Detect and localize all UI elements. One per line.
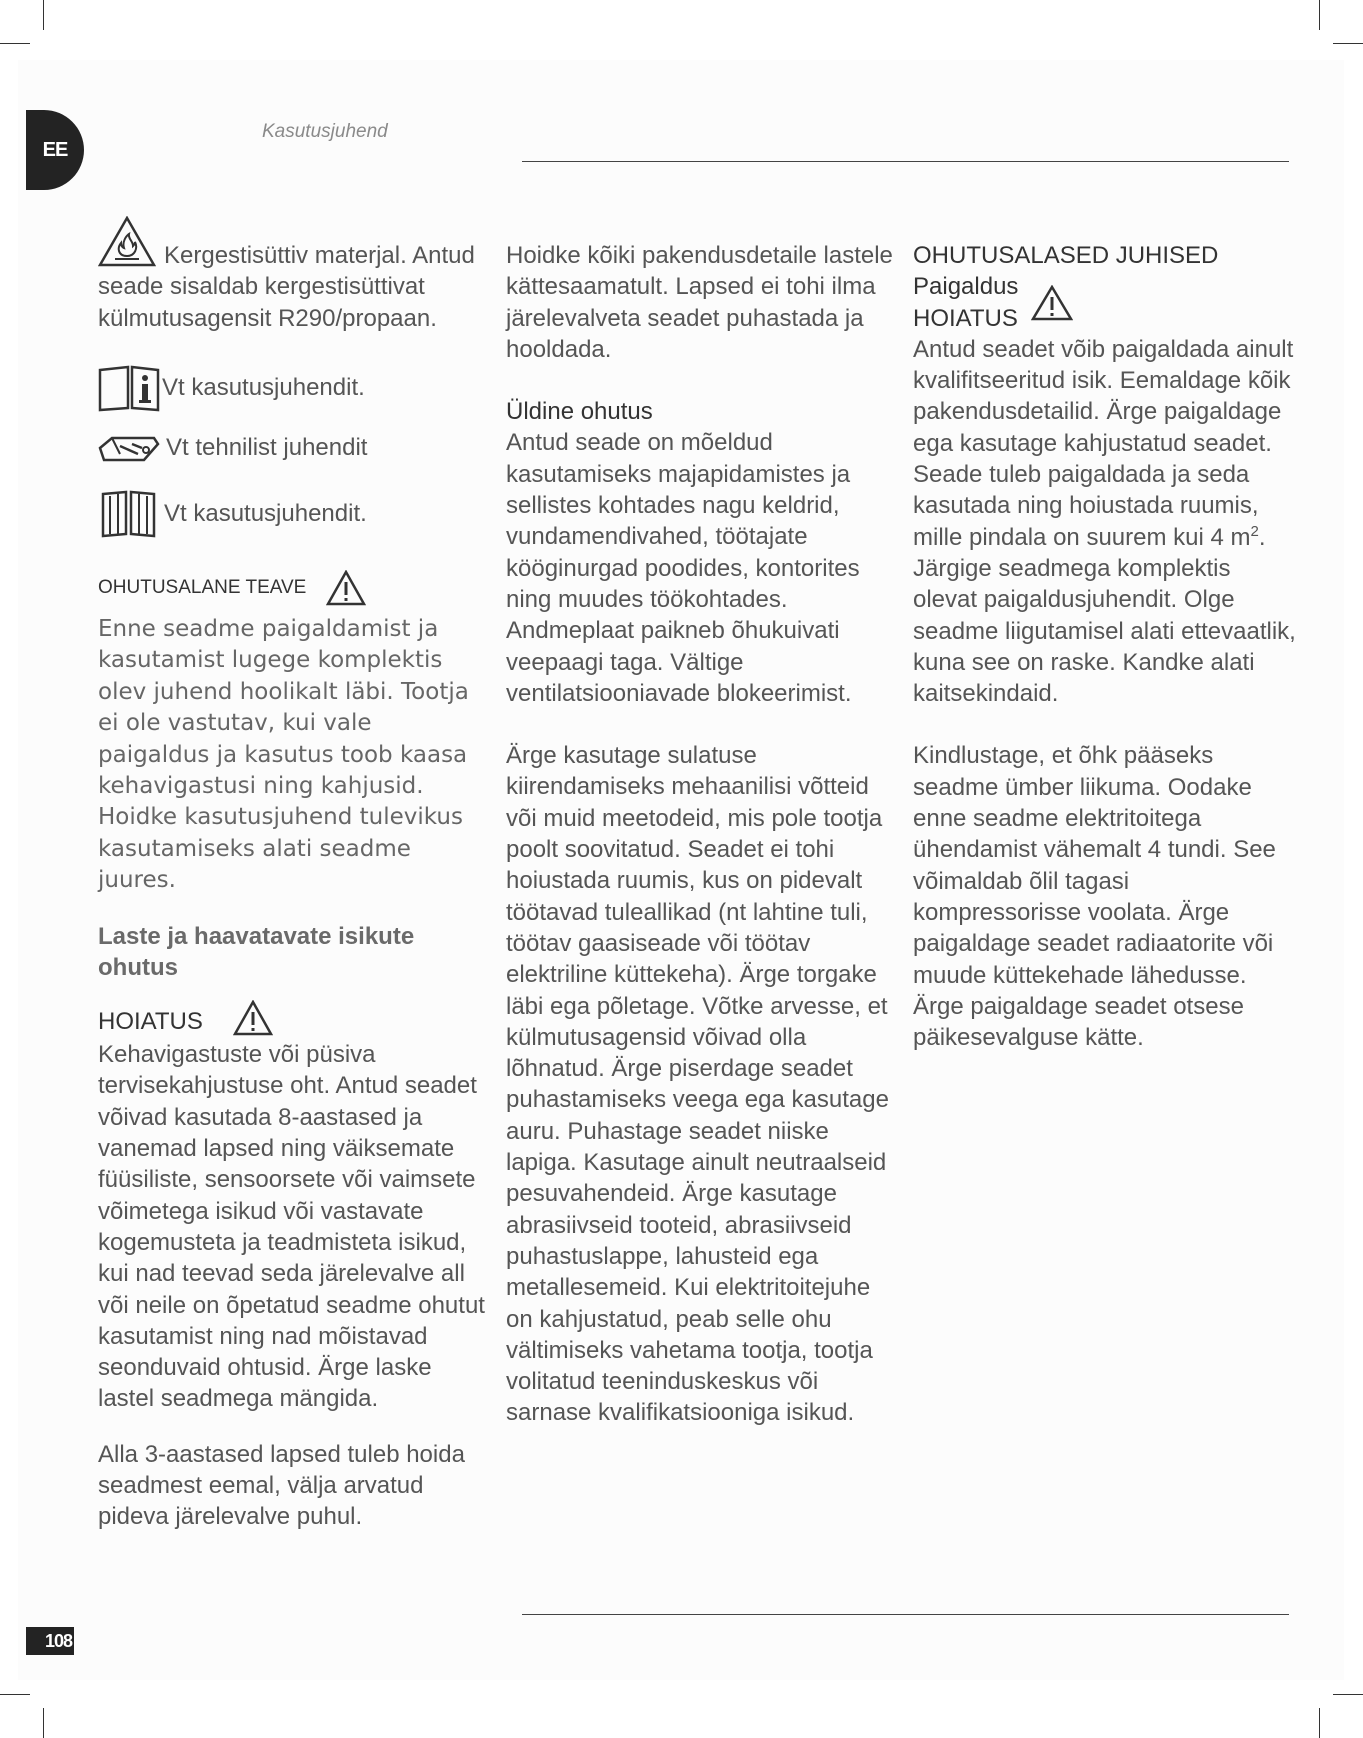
general-safety-heading: Üldine ohutus — [506, 398, 653, 426]
packaging-text: Hoidke kõiki pakendusdetaile lastele kättesaamatult. Lapsed ei tohi ilma järelevalveta seadet puhastada ja hooldada. — [506, 242, 893, 363]
crop-mark — [1319, 1708, 1320, 1738]
crop-mark — [43, 1708, 44, 1738]
column-middle — [506, 240, 894, 1429]
language-tab: EE — [26, 110, 84, 190]
reference-manual-row — [98, 364, 486, 412]
airflow-text: Kindlustage, et õhk pääseks seadme ümber liikuma. Oodake enne seadme elektritoitega ühendamist vähemalt 4 tundi. See võimaldab õlil tagasi kompressorisse voolata. Ärge paigaldage seadet radiaatorite või muude küttekehade lähedusse. Ärge paigaldage seadet otsese päikesevalguse kätte. — [913, 742, 1276, 1052]
children-warning-label: HOIATUS — [98, 1008, 203, 1036]
crop-mark — [0, 43, 30, 44]
under3-text: Alla 3-aastased lapsed tuleb hoida seadmest eemal, välja arvatud pideva järelevalve puhul. — [98, 1440, 465, 1531]
reference-technical-label: Vt tehnilist juhendit — [166, 434, 368, 462]
warning-triangle-icon — [233, 1000, 273, 1036]
technical-manual-icon — [98, 432, 162, 464]
defrost-text: Ärge kasutage sulatuse kiirendamiseks mehaanilisi võtteid või muid meetodeid, mis pole tootja poolt soovitatud. Seadet ei tohi hoiustada ruumis, kus on pidevalt töötavad tuleallikad (nt lahtine tuli, töötav gaasiseade või töötav elektriline küttekeha). Ärge torgake läbi ega põletage. Võtke arvesse, et külmutusagensid võivad olla lõhnatud. Ärge piserdage seadet puhastamiseks veega ega kasutage auru. Puhastage seadet niiske lapiga. Kasutage ainult neutraalseid pesuvahendeid. Ärge kasutage abrasiivseid tooteid, abrasiivseid puhastuslappe, lahusteid ega metallesemeid. Kui elektritoitejuhe on kahjustatud, peab selle ohu vältimiseks vahetama tootja, tootja volitatud teeninduskeskus või sarnase kvalifikatsiooniga isikud. — [506, 742, 889, 1427]
manual-info-icon — [98, 364, 160, 412]
children-warning-row — [98, 1005, 486, 1039]
children-safety-heading: Laste ja haavatavate isikute ohutus — [98, 922, 415, 981]
general-safety-text: Antud seade on mõeldud kasutamiseks majapidamistes ja sellistes kohtades nagu keldrid, vundamendivahed, töötajate kööginurgad poodides, kontorites ning muudes töökohtades. Andmeplaat paikneb õhukuivati veepaagi taga. Vältige ventilatsiooniavade blokeerimist. — [506, 429, 860, 707]
crop-mark — [1319, 0, 1320, 30]
installation-warning-label: HOIATUS — [913, 304, 1018, 332]
children-safety-text: Kehavigastuste või püsiva tervisekahjustuse oht. Antud seadet võivad kasutada 8-aastased ja vanemad lapsed ning väiksemate füüsiliste, sensoorsete või vaimsete võimetega isikud või vastavate kogemusteta ja teadmisteta isikud, kui nad teevad seda järelevalve all või neile on õpetatud seadme ohutut kasutamist ning nad mõistavad seonduvaid ohtusid. Ärge laske lastel seadmega mängida. — [98, 1041, 485, 1413]
flammable-warning-icon — [98, 216, 156, 268]
column-right — [913, 240, 1301, 1053]
reference-manual-label: Vt kasutusjuhendit. — [162, 374, 365, 402]
installation-text — [913, 334, 1301, 710]
crop-mark — [43, 0, 44, 30]
column-left — [98, 240, 486, 1533]
page-number: 108 — [26, 1627, 74, 1655]
safety-info-text: Enne seadme paigaldamist ja kasutamist lugege komplektis olev juhend hoolikalt läbi. Tootja ei ole vastutav, kui vale paigaldus ja kasutus toob kaasa kehavigastusi ning kahjusid. Hoidke kasutusjuhend tulevikus kasutamiseks alati seadme juures. — [98, 615, 469, 894]
crop-mark — [1333, 1694, 1363, 1695]
warning-triangle-icon — [1031, 285, 1073, 321]
reference-book-label: Vt kasutusjuhendit. — [164, 500, 367, 528]
reference-book-row — [98, 488, 486, 540]
flammable-text: Kergestisüttiv materjal. Antud seade sisaldab kergestisüttivat külmutusagensit R290/propaan. — [98, 242, 475, 332]
footer-rule — [522, 1614, 1289, 1615]
installation-text-a: Antud seadet võib paigaldada ainult kvalifitseeritud isik. Eemaldage kõik pakendusdetailid. Ärge paigaldage ega kasutage kahjustatud seadet. Seade tuleb paigaldada ja seda kasutada ning hoiustada ruumis, mille pindala on suurem kui 4 m — [913, 335, 1294, 551]
header-rule — [522, 161, 1289, 162]
document-title: Kasutusjuhend — [262, 121, 388, 142]
install-heading-block — [913, 271, 1301, 334]
installation-text-b: . Järgige seadmega komplektis olevat paigaldusjuhendit. Olge seadme liigutamisel alati ettevaatlik, kuna see on raske. Kandke alati kaitsekindaid. — [913, 523, 1296, 708]
safety-info-heading-row — [98, 570, 486, 606]
crop-mark — [0, 1694, 30, 1695]
flammable-block — [98, 240, 486, 334]
safety-info-heading: OHUTUSALANE TEAVE — [98, 577, 307, 599]
area-unit-superscript: 2 — [1250, 522, 1259, 540]
reference-technical-row — [98, 432, 486, 464]
installation-subheading: Paigaldus — [913, 273, 1019, 301]
crop-mark — [1333, 43, 1363, 44]
warning-triangle-icon — [326, 570, 366, 606]
safety-instructions-heading: OHUTUSALASED JUHISED — [913, 242, 1219, 269]
open-book-icon — [98, 488, 160, 540]
